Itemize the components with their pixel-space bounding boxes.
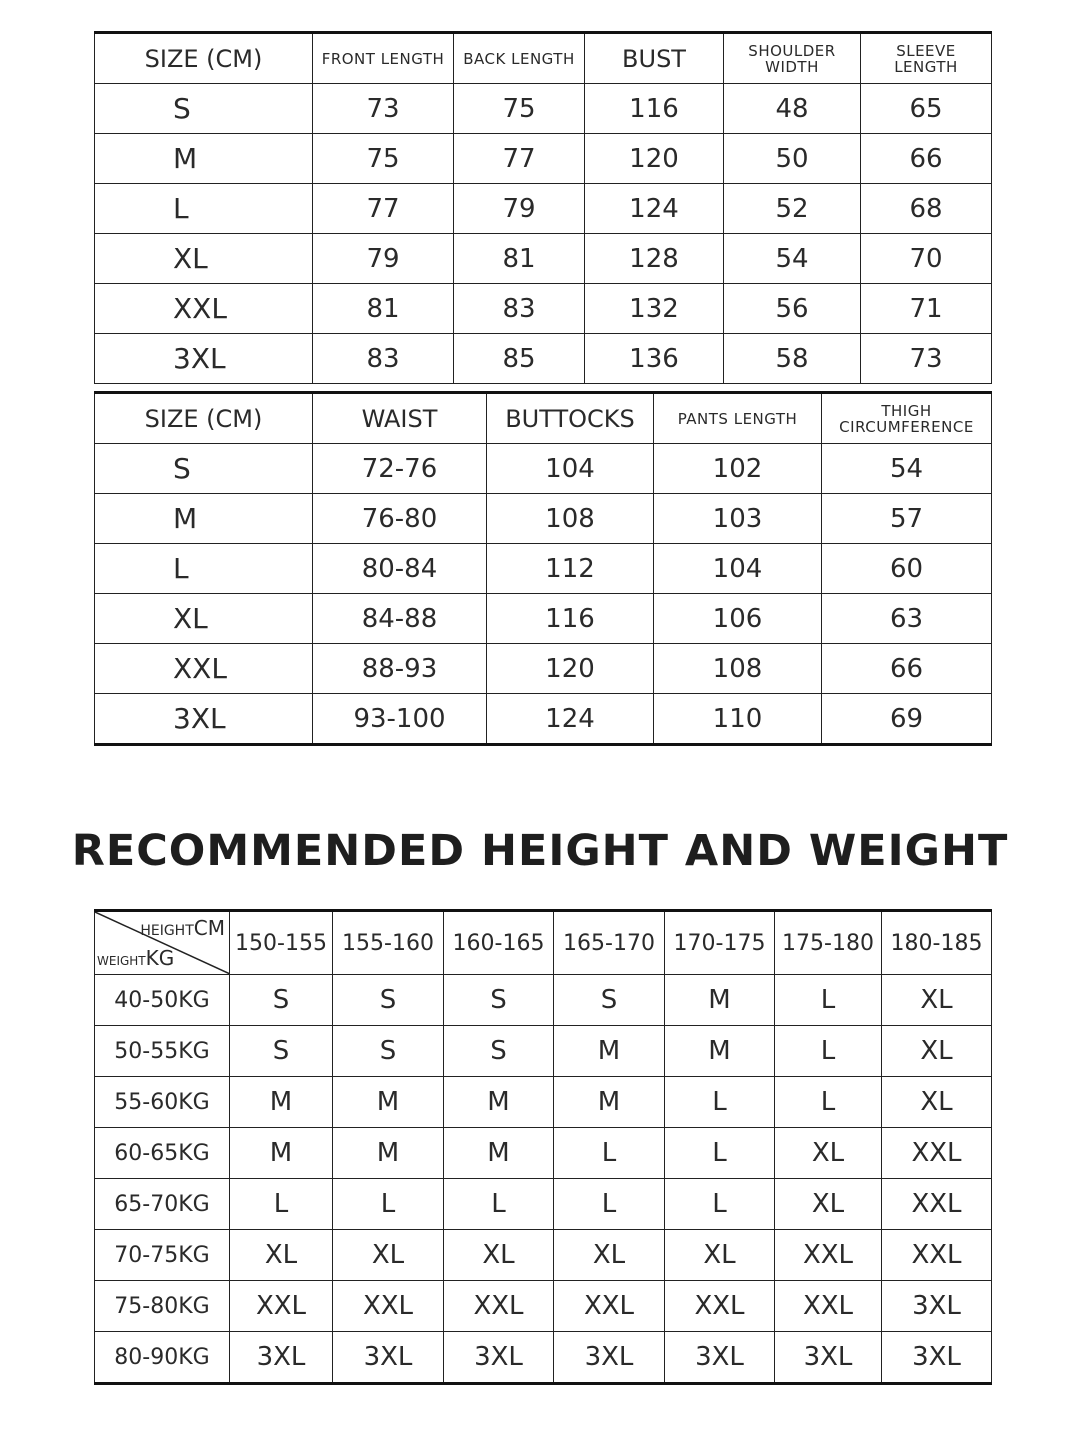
top-size-table [94,31,992,384]
table-cell: 104 [487,444,654,494]
header-bust: BUST [585,33,724,84]
weight-label: 40-50KG [95,975,230,1026]
table-row [95,1332,992,1384]
recommend-title: RECOMMENDED HEIGHT AND WEIGHT [71,826,1009,876]
table-cell: M [444,1128,554,1179]
table-cell: 128 [585,234,724,284]
corner-header [95,911,230,975]
table-cell: L [333,1179,444,1230]
size-label: XXL [95,644,313,694]
size-label: L [95,544,313,594]
table-header-row [95,393,992,444]
table-row [95,1077,992,1128]
table-cell: XL [882,1026,992,1077]
table-cell: 104 [654,544,822,594]
recommend-table [94,909,992,1385]
table-cell: 81 [454,234,585,284]
header-height-range: 160-165 [444,911,554,975]
table-cell: S [444,975,554,1026]
size-label: 3XL [95,334,313,384]
table-cell: 110 [654,694,822,745]
table-cell: L [665,1077,775,1128]
table-cell: 80-84 [313,544,487,594]
table-cell: 116 [585,84,724,134]
table-cell: L [775,975,882,1026]
table-row [95,1230,992,1281]
weight-label: 55-60KG [95,1077,230,1128]
table-row [95,494,992,544]
header-pants-length: PANTS LENGTH [654,393,822,444]
table-cell: M [554,1026,665,1077]
table-cell: 106 [654,594,822,644]
table-row [95,1179,992,1230]
table-cell: 120 [585,134,724,184]
table-cell: 52 [724,184,861,234]
header-front-length: FRONT LENGTH [313,33,454,84]
header-height-range: 165-170 [554,911,665,975]
table-cell: 63 [822,594,992,644]
table-row [95,1128,992,1179]
table-cell: 56 [724,284,861,334]
table-cell: 124 [585,184,724,234]
table-cell: 116 [487,594,654,644]
table-cell: M [444,1077,554,1128]
table-row [95,84,992,134]
table-cell: 102 [654,444,822,494]
table-cell: 54 [724,234,861,284]
table-cell: XXL [882,1128,992,1179]
size-label: S [95,84,313,134]
table-row [95,644,992,694]
table-cell: 84-88 [313,594,487,644]
table-cell: 48 [724,84,861,134]
table-cell: XL [554,1230,665,1281]
table-row [95,975,992,1026]
size-label: M [95,494,313,544]
table-cell: 57 [822,494,992,544]
table-cell: L [775,1077,882,1128]
header-height-range: 175-180 [775,911,882,975]
table-cell: 103 [654,494,822,544]
header-height-range: 150-155 [230,911,333,975]
table-row [95,1281,992,1332]
table-cell: 3XL [444,1332,554,1384]
header-thigh-circumference: THIGH CIRCUMFERENCE [822,393,992,444]
table-cell: 77 [313,184,454,234]
size-label: XL [95,234,313,284]
table-header-row [95,911,992,975]
table-cell: M [230,1128,333,1179]
table-cell: 83 [313,334,454,384]
table-cell: L [554,1179,665,1230]
table-cell: 3XL [775,1332,882,1384]
table-row [95,134,992,184]
table-cell: 77 [454,134,585,184]
table-cell: 75 [454,84,585,134]
table-cell: XXL [444,1281,554,1332]
weight-label: 50-55KG [95,1026,230,1077]
table-cell: M [333,1077,444,1128]
table-cell: XL [775,1128,882,1179]
table-cell: 66 [822,644,992,694]
table-row [95,444,992,494]
table-cell: 132 [585,284,724,334]
table-cell: M [665,975,775,1026]
table-cell: 54 [822,444,992,494]
table-cell: 50 [724,134,861,184]
table-cell: 79 [313,234,454,284]
table-cell: 75 [313,134,454,184]
table-cell: 70 [861,234,992,284]
table-cell: S [333,975,444,1026]
table-cell: 73 [861,334,992,384]
table-cell: XXL [665,1281,775,1332]
table-cell: XL [882,1077,992,1128]
header-sleeve-length: SLEEVE LENGTH [861,33,992,84]
table-cell: 112 [487,544,654,594]
table-cell: M [665,1026,775,1077]
table-cell: XXL [882,1230,992,1281]
table-row [95,184,992,234]
table-cell: 68 [861,184,992,234]
table-row [95,1026,992,1077]
table-cell: XL [775,1179,882,1230]
header-height-range: 180-185 [882,911,992,975]
table-cell: 73 [313,84,454,134]
table-cell: S [554,975,665,1026]
table-cell: 3XL [665,1332,775,1384]
table-cell: 108 [487,494,654,544]
table-cell: XXL [882,1179,992,1230]
size-label: 3XL [95,694,313,745]
table-cell: 108 [654,644,822,694]
size-label: XL [95,594,313,644]
header-back-length: BACK LENGTH [454,33,585,84]
table-row [95,594,992,644]
table-row [95,234,992,284]
corner-weight-label: WEIGHTKG [97,946,175,970]
header-waist: WAIST [313,393,487,444]
table-cell: 72-76 [313,444,487,494]
table-cell: S [230,975,333,1026]
corner-height-label: HEIGHTCM [140,916,225,940]
table-cell: S [230,1026,333,1077]
table-cell: XXL [230,1281,333,1332]
size-label: L [95,184,313,234]
table-cell: 58 [724,334,861,384]
header-buttocks: BUTTOCKS [487,393,654,444]
size-label: M [95,134,313,184]
table-row [95,694,992,745]
table-cell: XXL [775,1230,882,1281]
table-cell: 3XL [333,1332,444,1384]
table-cell: XL [882,975,992,1026]
weight-label: 75-80KG [95,1281,230,1332]
table-cell: 60 [822,544,992,594]
table-row [95,284,992,334]
table-cell: M [333,1128,444,1179]
table-cell: 79 [454,184,585,234]
table-cell: XL [665,1230,775,1281]
table-cell: S [333,1026,444,1077]
table-cell: L [554,1128,665,1179]
table-cell: L [665,1128,775,1179]
weight-label: 65-70KG [95,1179,230,1230]
table-cell: 85 [454,334,585,384]
table-cell: 88-93 [313,644,487,694]
table-cell: 83 [454,284,585,334]
table-cell: 81 [313,284,454,334]
table-cell: XL [230,1230,333,1281]
weight-label: 80-90KG [95,1332,230,1384]
table-cell: 124 [487,694,654,745]
table-cell: 120 [487,644,654,694]
pants-size-table [94,391,992,746]
table-cell: L [230,1179,333,1230]
table-cell: XXL [554,1281,665,1332]
table-cell: XXL [333,1281,444,1332]
header-shoulder-width: SHOULDER WIDTH [724,33,861,84]
table-cell: 76-80 [313,494,487,544]
table-row [95,544,992,594]
weight-label: 70-75KG [95,1230,230,1281]
table-cell: XXL [775,1281,882,1332]
table-cell: 69 [822,694,992,745]
table-cell: 66 [861,134,992,184]
size-label: XXL [95,284,313,334]
table-cell: 3XL [882,1332,992,1384]
table-cell: L [665,1179,775,1230]
weight-label: 60-65KG [95,1128,230,1179]
table-cell: L [775,1026,882,1077]
table-cell: M [230,1077,333,1128]
table-cell: 71 [861,284,992,334]
table-cell: XL [444,1230,554,1281]
table-cell: M [554,1077,665,1128]
header-size: SIZE (CM) [95,33,313,84]
table-cell: XL [333,1230,444,1281]
table-cell: 65 [861,84,992,134]
size-label: S [95,444,313,494]
table-cell: L [444,1179,554,1230]
table-cell: S [444,1026,554,1077]
table-cell: 93-100 [313,694,487,745]
header-height-range: 170-175 [665,911,775,975]
table-cell: 3XL [554,1332,665,1384]
table-cell: 3XL [882,1281,992,1332]
table-row [95,334,992,384]
table-cell: 3XL [230,1332,333,1384]
header-size: SIZE (CM) [95,393,313,444]
table-cell: 136 [585,334,724,384]
header-height-range: 155-160 [333,911,444,975]
table-header-row [95,33,992,84]
